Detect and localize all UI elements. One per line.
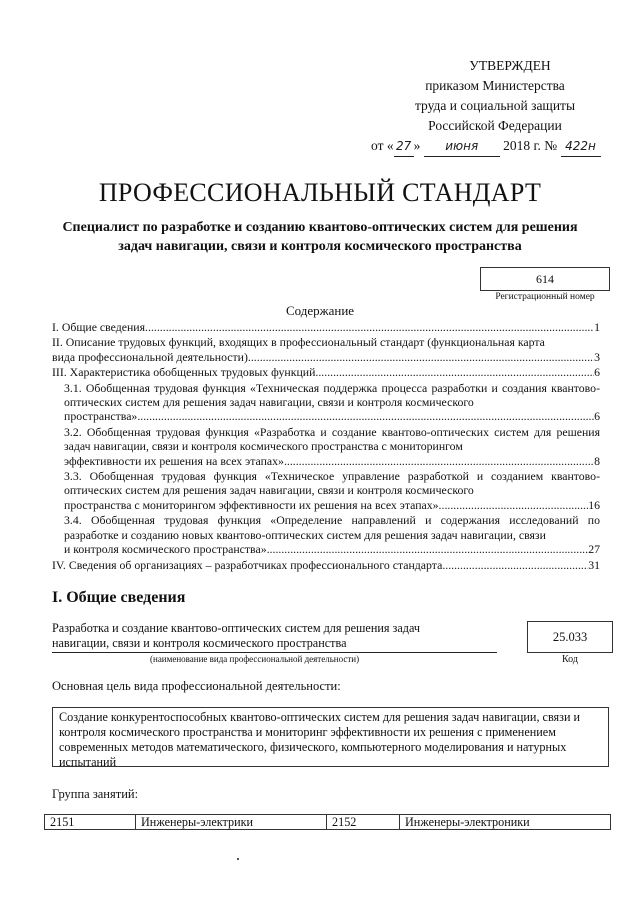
document-subtitle: Специалист по разработке и созданию квантово-оптических систем для решения задач навигации, связи и контроля космического пространства bbox=[62, 220, 578, 254]
toc-item[interactable]: II. Описание трудовых функций, входящих в профессиональный стандарт (функциональная карта вида профессиональной деятельности) ..... 3 bbox=[52, 335, 600, 364]
date-mid: » bbox=[413, 138, 421, 153]
toc-item[interactable]: 3.4. Обобщенная трудовая функция «Определение направлений и содержания исследований по разработке и созданию новых квантово-оптических систем для решения задач навигации, связи и контроля космического пространства» ..... 27 bbox=[52, 513, 600, 556]
registration-number-label: Регистрационный номер bbox=[495, 292, 595, 302]
scan-speck bbox=[237, 858, 239, 860]
toc-heading: Содержание bbox=[285, 303, 355, 318]
goal-label: Основная цель вида профессиональной деятельности: bbox=[52, 679, 341, 693]
toc-item[interactable]: 3.3. Обобщенная трудовая функция «Техническое управление разработкой и созданием квантово-оптических систем для решения задач навигации, связи и контроля космического пространства с мониторингом эффективности их решения на всех этапах» ..... 16 bbox=[52, 469, 600, 512]
approval-line-2: приказом Министерства bbox=[425, 78, 565, 93]
code-caption: Код bbox=[562, 654, 578, 665]
group-code-cell: 2151 bbox=[45, 815, 136, 830]
order-number: 422н bbox=[561, 136, 601, 157]
activity-underline bbox=[52, 652, 497, 653]
group-name-cell: Инженеры-электрики bbox=[136, 815, 327, 830]
toc-item[interactable]: 3.2. Обобщенная трудовая функция «Разработка и создание квантово-оптических систем для решения задач навигации, связи и контроля космического пространства с мониторингом эффективности их решения на всех этапах» ..... 8 bbox=[52, 425, 600, 468]
approval-line-4: Российской Федерации bbox=[428, 118, 562, 133]
toc-page: 16 bbox=[588, 497, 600, 512]
activity-caption: (наименование вида профессиональной деятельности) bbox=[150, 654, 360, 664]
toc-page: 8 bbox=[594, 453, 600, 468]
activity-name: Разработка и создание квантово-оптических систем для решения задач навигации, связи и контроля космического пространства bbox=[52, 621, 421, 650]
toc-page: 6 bbox=[594, 365, 600, 380]
occupation-group-table bbox=[44, 814, 611, 830]
approval-line-3: труда и социальной защиты bbox=[414, 98, 576, 113]
toc-item[interactable]: IV. Сведения об организациях – разработчиках профессионального стандарта ..... 31 bbox=[52, 558, 600, 572]
table-row bbox=[45, 815, 611, 830]
toc-page: 3 bbox=[594, 349, 600, 364]
approval-line-1: УТВЕРЖДЕН bbox=[469, 58, 551, 73]
toc-item[interactable]: III. Характеристика обобщенных трудовых функций ..... 6 bbox=[52, 365, 600, 379]
toc-page: 31 bbox=[588, 557, 600, 572]
date-month: июня bbox=[424, 136, 500, 157]
group-code-cell: 2152 bbox=[327, 815, 400, 830]
approval-date-line bbox=[371, 136, 625, 157]
activity-code-box: 25.033 bbox=[527, 621, 613, 653]
occupation-group-label: Группа занятий: bbox=[52, 787, 139, 801]
date-day: 27 bbox=[394, 136, 414, 157]
approval-stamp bbox=[365, 56, 625, 157]
date-prefix: от « bbox=[371, 138, 394, 153]
toc-page: 6 bbox=[594, 409, 600, 424]
goal-box: Создание конкурентоспособных квантово-оптических систем для решения задач навигации, связи и контроля космического пространства и мониторинг эффективности их решения с применением современных методов математического, физического, компьютерного моделирования и натурных испытаний bbox=[52, 707, 609, 767]
section-heading: I. Общие сведения bbox=[52, 589, 186, 606]
registration-number-box: 614 bbox=[480, 267, 610, 291]
toc-item[interactable]: I. Общие сведения ..... 1 bbox=[52, 320, 600, 334]
group-name-cell: Инженеры-электроники bbox=[400, 815, 611, 830]
date-year: 2018 г. № bbox=[503, 138, 558, 153]
table-of-contents bbox=[52, 320, 600, 573]
toc-item[interactable]: 3.1. Обобщенная трудовая функция «Техническая поддержка процесса разработки и создания квантово-оптических систем для решения задач навигации, связи и контроля космического пространства» ..... 6 bbox=[52, 381, 600, 424]
document-title: ПРОФЕССИОНАЛЬНЫЙ СТАНДАРТ bbox=[98, 178, 542, 207]
toc-page: 27 bbox=[588, 542, 600, 557]
toc-page: 1 bbox=[594, 320, 600, 334]
